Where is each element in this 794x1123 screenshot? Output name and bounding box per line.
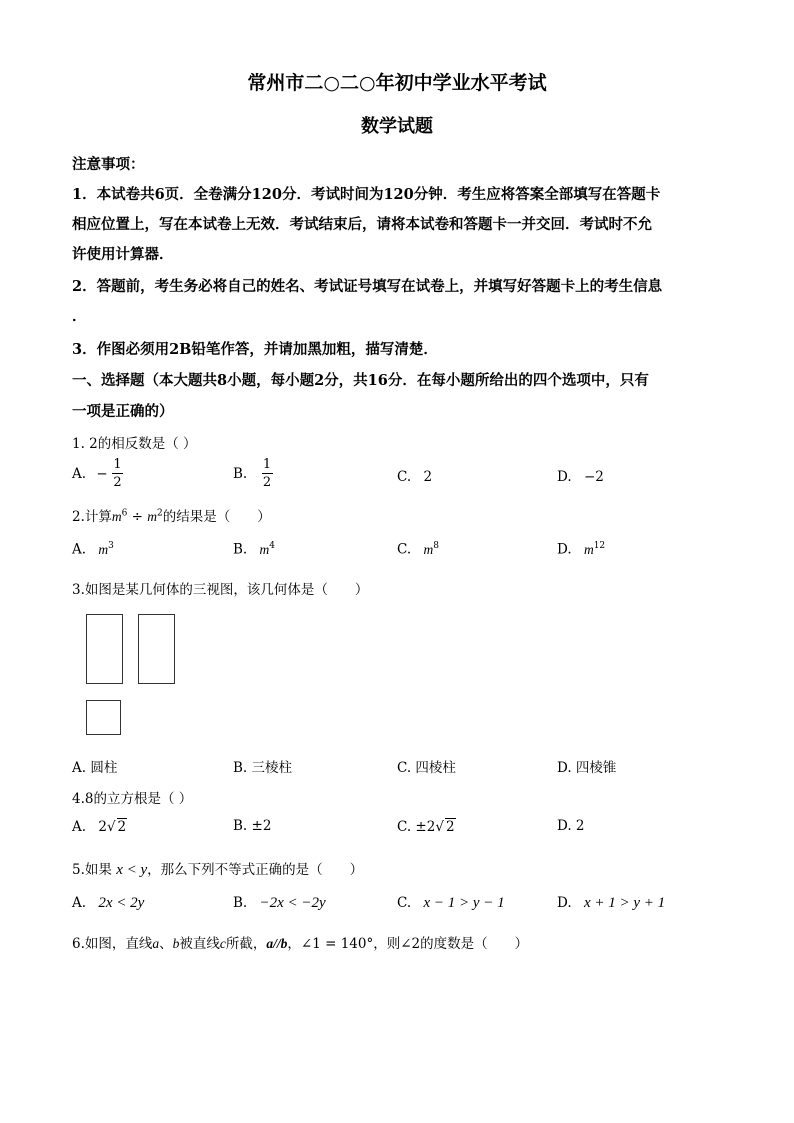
option-label: B. (233, 895, 248, 911)
option-label: C. ±2 (397, 819, 436, 835)
numerator: 1 (262, 457, 272, 472)
math-base: m (259, 541, 270, 557)
math-condition: x < y (116, 862, 148, 878)
option-label: C. (397, 469, 412, 485)
exam-title: 常州市二○二○年初中学业水平考试 (247, 72, 547, 94)
option-value: 2 (423, 469, 433, 485)
option-label: A. (72, 541, 87, 558)
question-4-option-b: B. ±2 (233, 818, 272, 834)
radicand: 2 (445, 819, 455, 835)
fraction (112, 458, 123, 489)
inequality: 2x < 2y (98, 895, 145, 911)
notice-item-1-line-2: 相应位置上，写在本试卷上无效．考试结束后，请将本试卷和答题卡一并交回．考试时不允 (72, 216, 652, 233)
option-label: C. (397, 541, 412, 558)
coefficient: 2 (98, 819, 107, 835)
stem-middle: 被直线 (179, 936, 220, 952)
denominator: 2 (262, 475, 272, 490)
question-2-option-b (233, 541, 275, 558)
section-heading-line-1: 一、选择题（本大题共8小题，每小题2分，共16分．在每小题所给出的四个选项中，只有 (72, 372, 649, 389)
option-label: A. (72, 895, 87, 911)
side-view-rectangle (138, 614, 175, 684)
radical-sign: √ (435, 819, 444, 835)
notice-item-1-line-1: 1．本试卷共6页．全卷满分120分．考试时间为120分钟．考生应将答案全部填写在答题卡 (72, 186, 661, 203)
line-c-var: c (219, 936, 226, 951)
math-exponent: 3 (108, 541, 114, 551)
option-label: D. (557, 895, 572, 911)
math-exponent: 2 (157, 508, 163, 519)
question-5-option-c (397, 895, 505, 912)
question-5-option-d (557, 895, 665, 912)
math-base: m (147, 509, 158, 524)
stem-suffix: ，则∠2的度数是（ ） (373, 936, 529, 952)
stem-prefix: 2.计算 (72, 509, 112, 525)
question-5-option-a (72, 895, 144, 912)
question-2-option-d (557, 541, 605, 558)
option-label: B. (233, 465, 248, 482)
question-5-stem (72, 858, 363, 879)
math-base: m (423, 541, 434, 557)
question-2-option-c (397, 541, 439, 558)
math-exponent: 8 (433, 541, 439, 551)
inequality: −2x < −2y (259, 895, 326, 911)
parallel-condition: a//b (266, 936, 288, 951)
question-3-option-a: A. 圆柱 (72, 760, 118, 776)
question-4-stem: 4.8的立方根是（ ） (72, 791, 193, 807)
stem-suffix: 的结果是（ ） (162, 509, 271, 525)
question-2-option-a (72, 541, 114, 558)
question-3-option-b: B. 三棱柱 (233, 760, 293, 776)
question-4-option-a (72, 818, 127, 835)
front-view-rectangle (86, 614, 123, 684)
option-label: D. (557, 469, 572, 485)
option-label: C. (397, 895, 412, 911)
fraction-bar (262, 473, 273, 474)
line-b-var: b (172, 936, 180, 951)
minus-sign: − (96, 465, 108, 482)
notice-item-2-line-2: ． (72, 308, 87, 325)
question-1-option-a (72, 458, 123, 489)
math-operator: ÷ (127, 509, 148, 525)
angle-condition: ，∠1 = 140° (287, 936, 374, 952)
question-1-option-b (233, 458, 273, 489)
question-3-stem: 3.如图是某几何体的三视图，该几何体是（ ） (72, 582, 369, 598)
inequality: x + 1 > y + 1 (583, 895, 666, 911)
fraction (262, 458, 273, 489)
radicand: 2 (117, 819, 127, 835)
math-base: m (583, 541, 594, 557)
question-4-option-c (397, 818, 456, 835)
math-exponent: 12 (593, 541, 606, 551)
question-3-option-d: D. 四棱锥 (557, 760, 617, 776)
denominator: 2 (113, 475, 122, 490)
question-3-option-c: C. 四棱柱 (397, 760, 456, 776)
notice-item-3: 3．作图必须用2B铅笔作答，并请加黑加粗，描写清楚． (72, 341, 438, 358)
question-2-stem (72, 505, 271, 525)
question-1-option-d (557, 469, 604, 485)
math-exponent: 6 (121, 508, 128, 519)
question-1-option-c (397, 469, 432, 485)
option-value: −2 (583, 469, 604, 485)
math-exponent: 4 (269, 541, 275, 551)
question-4-option-d: D. 2 (557, 818, 585, 834)
inequality: x − 1 > y − 1 (423, 895, 505, 911)
top-view-square (86, 700, 121, 735)
numerator: 1 (113, 457, 122, 472)
stem-prefix: 6.如图，直线 (72, 936, 153, 952)
option-label: B. (233, 541, 248, 558)
exam-subject: 数学试题 (361, 116, 433, 137)
notice-heading: 注意事项： (72, 156, 145, 173)
math-base: m (111, 509, 122, 524)
option-label: A. (72, 819, 87, 835)
option-label: A. (72, 465, 87, 482)
stem-suffix: ，那么下列不等式正确的是（ ） (147, 862, 364, 878)
question-1-stem: 1. 2的相反数是（ ） (72, 436, 197, 452)
option-label: D. (557, 541, 572, 558)
separator: 、 (159, 936, 173, 952)
question-6-stem (72, 932, 528, 952)
math-base: m (98, 541, 109, 557)
line-a-var: a (152, 936, 160, 951)
notice-item-1-line-3: 许使用计算器． (72, 246, 174, 263)
question-5-option-b (233, 895, 326, 912)
notice-item-2-line-1: 2．答题前，考生务必将自己的姓名、考试证号填写在试卷上，并填写好答题卡上的考生信息 (72, 278, 663, 295)
radical-sign: √ (106, 819, 116, 835)
stem-prefix: 5.如果 (72, 862, 112, 878)
section-heading-line-2: 一项是正确的） (72, 403, 174, 420)
fraction-bar (112, 473, 123, 474)
stem-middle-2: 所截， (225, 936, 267, 952)
